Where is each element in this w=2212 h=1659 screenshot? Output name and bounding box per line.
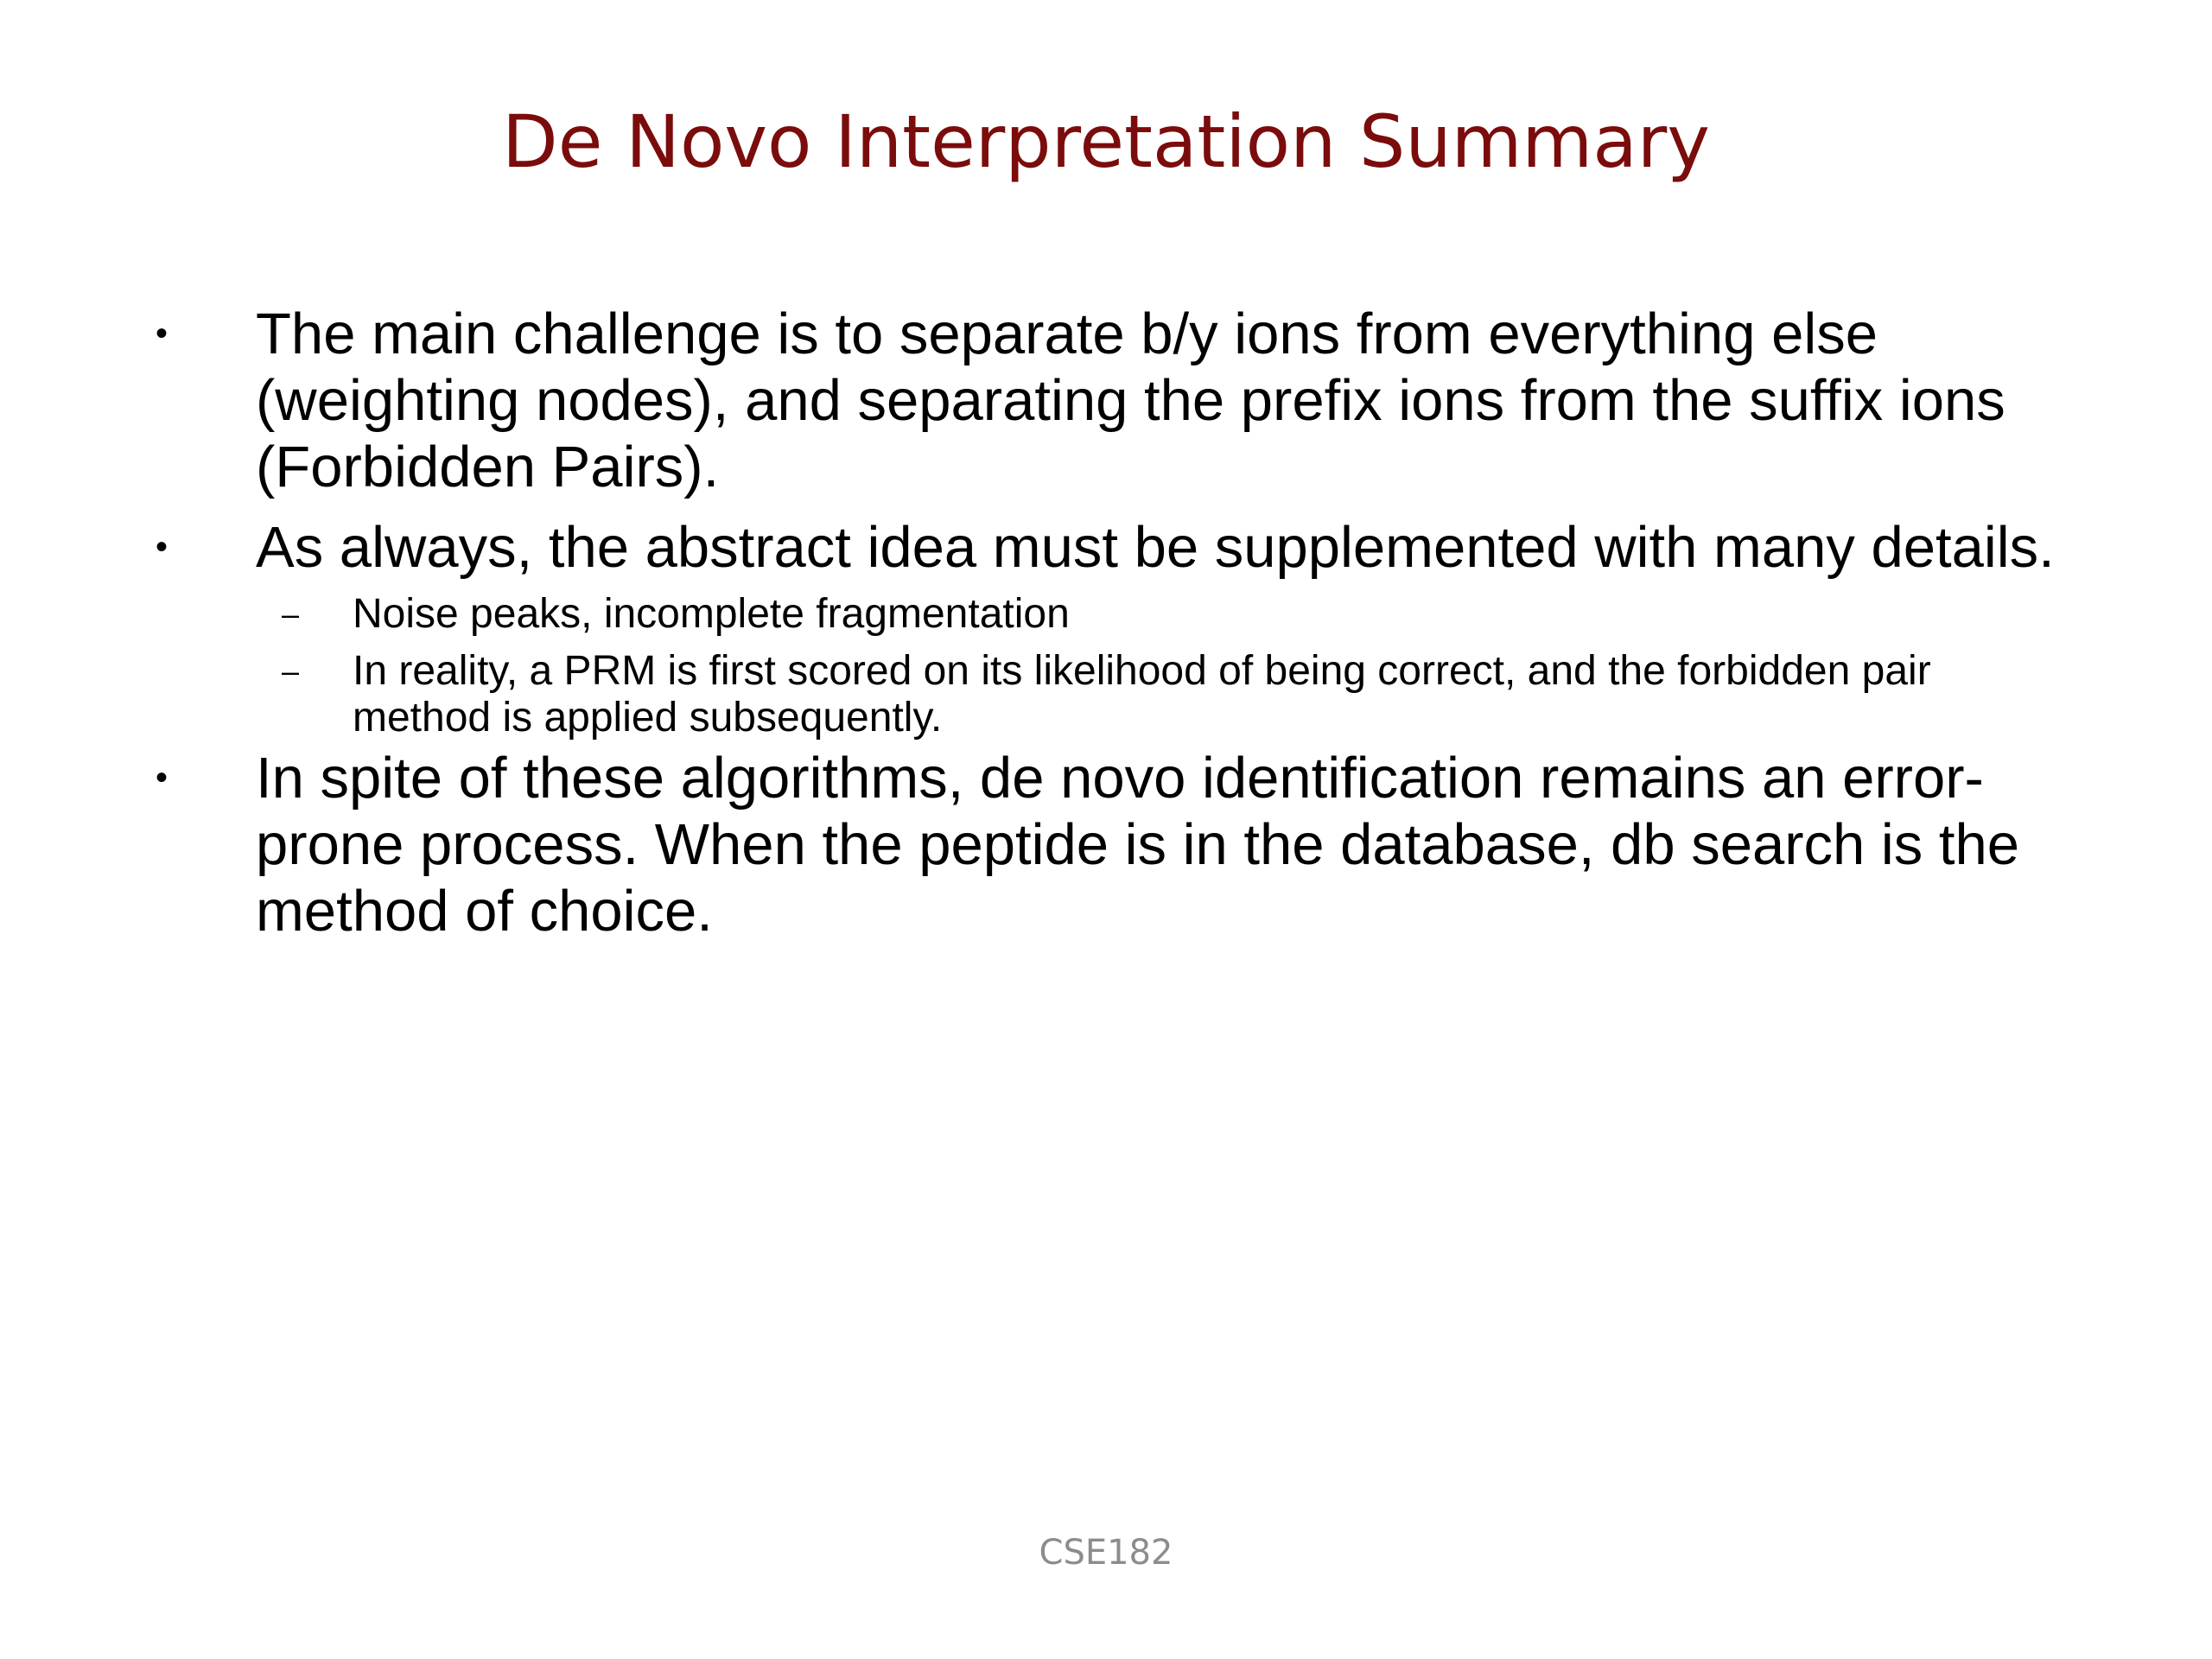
bullet-text: The main challenge is to separate b/y ions from everything else (weighting nodes), and separating the prefix ions from the suffix ions (Forbidden Pairs). <box>256 302 2005 499</box>
sub-bullet-item <box>156 648 2081 741</box>
bullet-list <box>156 301 2074 944</box>
bullet-marker: • <box>156 759 168 797</box>
sub-bullet-item <box>156 591 2081 638</box>
bullet-text: As always, the abstract idea must be supplemented with many details. <box>256 515 2055 580</box>
bullet-marker: • <box>156 315 168 353</box>
sub-bullet-list <box>156 591 2074 741</box>
slide-footer: CSE182 <box>1039 1533 1173 1573</box>
slide-title: De Novo Interpretation Summary <box>502 99 1710 184</box>
bullet-item <box>156 301 2074 500</box>
bullet-marker: • <box>156 528 168 566</box>
sub-bullet-text: In reality, a PRM is first scored on its likelihood of being correct, and the forbidden pair method is applied subsequently. <box>353 648 1931 741</box>
dash-marker: – <box>282 596 300 632</box>
sub-bullet-text: Noise peaks, incomplete fragmentation <box>353 591 1070 637</box>
bullet-item <box>156 745 2074 944</box>
dash-marker: – <box>282 653 300 689</box>
bullet-item <box>156 514 2074 581</box>
bullet-text: In spite of these algorithms, de novo identification remains an error-prone process. When the peptide is in the database, db search is the method of choice. <box>256 746 2020 944</box>
